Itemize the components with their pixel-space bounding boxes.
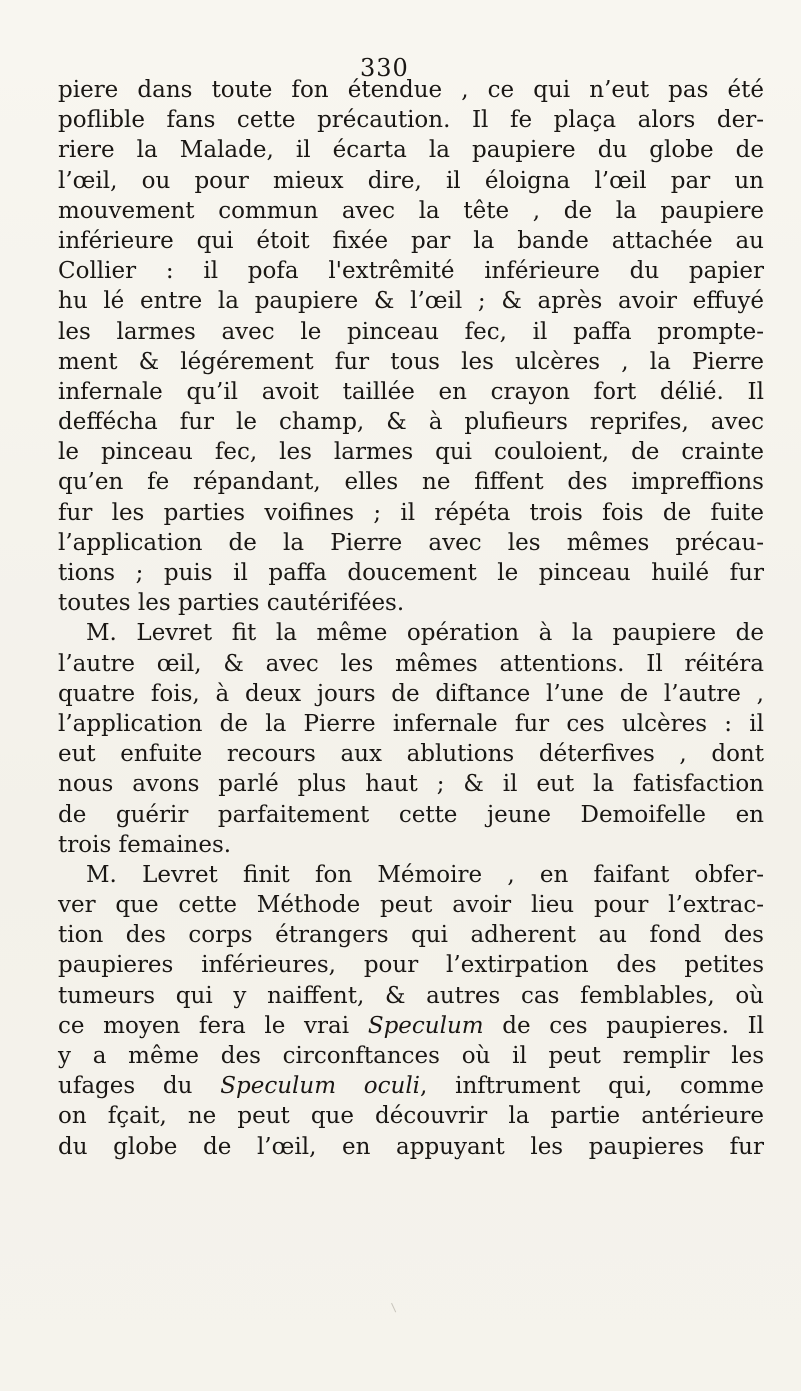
italic-term: Speculum xyxy=(367,1012,484,1039)
text-line: piere dans toute fon étendue , ce qui n’eut pas été xyxy=(58,77,764,103)
text-line: tions ; puis il paffa doucement le pinceau huilé fur xyxy=(58,560,764,586)
italic-term: Speculum oculi xyxy=(220,1073,421,1100)
text-line: tion des corps étrangers qui adherent au fond des xyxy=(58,922,764,949)
text-line: l’application de la Pierre avec les mêmes précau- xyxy=(58,529,764,556)
text-line: de guérir parfaitement cette jeune Demoifelle en xyxy=(58,801,764,828)
paper-mark xyxy=(391,1302,399,1313)
paragraph-start: M. Levret fit la même opération à la paupiere de xyxy=(86,620,764,647)
body-text xyxy=(58,75,764,1162)
text-segment: , inftrument qui, comme xyxy=(420,1073,764,1100)
page-number: 330 xyxy=(360,54,409,82)
text-line xyxy=(58,1011,764,1041)
text-line: les larmes avec le pinceau fec, il paffa prompte- xyxy=(58,318,764,345)
text-line: l’œil, ou pour mieux dire, il éloigna l’œil par un xyxy=(58,167,764,194)
text-line: l’autre œil, & avec les mêmes attentions. Il réitéra xyxy=(58,650,764,677)
text-line: deffécha fur le champ, & à plufieurs reprifes, avec xyxy=(58,409,764,436)
text-line: hu lé entre la paupiere & l’œil ; & après avoir effuyé xyxy=(58,288,764,315)
text-line: du globe de l’œil, en appuyant les paupieres fur xyxy=(58,1133,764,1160)
text-line: ver que cette Méthode peut avoir lieu pour l’extrac- xyxy=(58,892,764,919)
text-line: trois femaines. xyxy=(58,831,232,858)
text-line: l’application de la Pierre infernale fur ces ulcères : il xyxy=(58,710,764,737)
paragraph-start: M. Levret finit fon Mémoire , en faifant obfer- xyxy=(86,861,764,888)
text-line: quatre fois, à deux jours de diftance l’une de l’autre , xyxy=(58,680,764,707)
text-line: poflible fans cette précaution. Il fe plaça alors der- xyxy=(58,107,764,134)
text-line: toutes les parties cautérifées. xyxy=(58,590,405,617)
text-line: ment & légérement fur tous les ulcères , la Pierre xyxy=(58,348,764,375)
text-segment: ufages du xyxy=(58,1073,193,1100)
text-line: mouvement commun avec la tête , de la paupiere xyxy=(58,197,764,224)
text-line: fur les parties voifines ; il répéta trois fois de fuite xyxy=(58,499,764,526)
text-line: riere la Malade, il écarta la paupiere du globe de xyxy=(58,137,764,164)
text-line: y a même des circonftances où il peut remplir les xyxy=(58,1043,764,1069)
text-line: infernale qu’il avoit taillée en crayon fort délié. Il xyxy=(58,378,764,405)
text-line: qu’en fe répandant, elles ne fiffent des impreffions xyxy=(58,469,764,496)
text-line xyxy=(58,1071,764,1101)
text-line: Collier : il pofa l'extrêmité inférieure du papier xyxy=(58,258,764,285)
text-line: le pinceau fec, les larmes qui couloient, de crainte xyxy=(58,439,764,466)
text-line: on fçait, ne peut que découvrir la partie antérieure xyxy=(58,1103,764,1130)
text-line: eut enfuite recours aux ablutions déterfives , dont xyxy=(58,741,764,768)
text-segment: ce moyen fera le vrai xyxy=(58,1012,350,1039)
text-line: tumeurs qui y naiffent, & autres cas femblables, où xyxy=(58,982,764,1009)
text-line: nous avons parlé plus haut ; & il eut la fatisfaction xyxy=(58,771,764,798)
text-line: inférieure qui étoit fixée par la bande attachée au xyxy=(58,227,764,254)
text-line: paupieres inférieures, pour l’extirpation des petites xyxy=(58,952,764,979)
text-segment: de ces paupieres. Il xyxy=(502,1012,765,1039)
